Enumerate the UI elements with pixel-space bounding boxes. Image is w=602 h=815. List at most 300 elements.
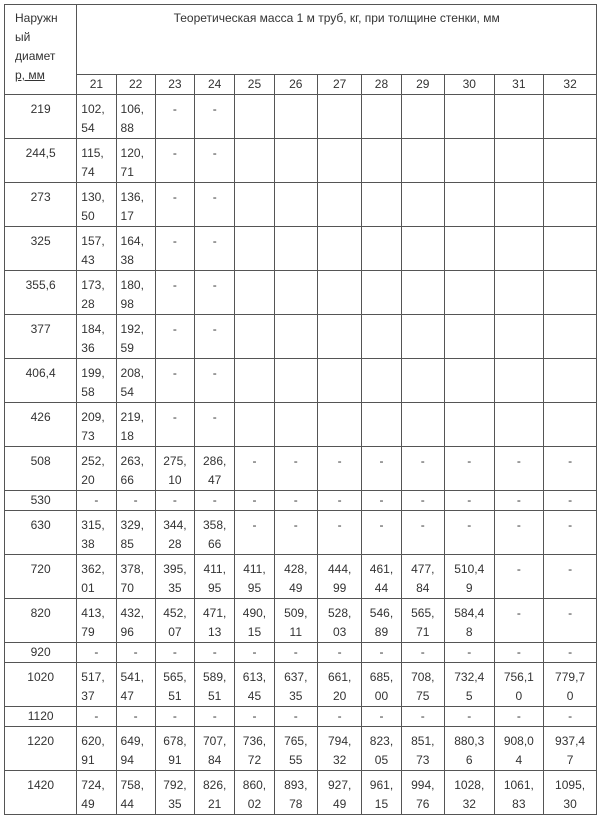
mass-value-part: 927,: [327, 778, 352, 792]
empty-cell: [544, 139, 597, 183]
mass-value-part: 30: [563, 797, 577, 811]
mass-value-part: 98: [120, 297, 134, 311]
empty-cell: [235, 315, 274, 359]
mass-value-part: 72: [247, 753, 262, 767]
dash-cell: -: [274, 491, 317, 511]
empty-cell: [274, 227, 317, 271]
dash-cell: -: [494, 707, 544, 727]
mass-cell: [195, 599, 235, 643]
dash-cell: -: [362, 707, 401, 727]
table-body: [5, 95, 597, 815]
dash-cell: -: [235, 643, 274, 663]
mass-cell: [195, 663, 235, 707]
empty-cell: [235, 227, 274, 271]
empty-cell: [362, 183, 401, 227]
mass-value-part: 362,: [81, 562, 105, 576]
empty-cell: [274, 315, 317, 359]
mass-value-part: 66: [208, 537, 222, 551]
mass-value-part: 5: [465, 689, 473, 703]
diameter-cell: 1020: [5, 663, 77, 707]
mass-value-part: 471,: [203, 606, 227, 620]
mass-value-part: 411,: [243, 562, 266, 576]
thickness-row: [5, 75, 597, 95]
mass-value-part: 286,: [203, 454, 227, 468]
mass-value-part: 546,: [369, 606, 394, 620]
diameter-cell: 1220: [5, 727, 77, 771]
diameter-cell: 630: [5, 511, 77, 555]
mass-value-part: 509,: [284, 606, 308, 620]
mass-value-part: 38: [81, 537, 95, 551]
mass-value-part: 01: [81, 581, 95, 595]
table-row: [5, 511, 597, 555]
thickness-cell: 25: [235, 75, 274, 95]
mass-value-part: 28: [168, 537, 182, 551]
mass-cell: [401, 771, 444, 815]
dash-cell: -: [195, 139, 235, 183]
dash-cell: -: [544, 447, 597, 491]
empty-cell: [494, 95, 544, 139]
mass-value-part: 54: [81, 121, 95, 135]
mass-cell: [155, 727, 194, 771]
mass-value-part: 541,: [120, 670, 144, 684]
mass-value-part: 565,: [163, 670, 187, 684]
mass-cell: [195, 447, 235, 491]
mass-cell: [77, 555, 116, 599]
mass-cell: [274, 555, 317, 599]
mass-value-part: 32: [462, 797, 476, 811]
table-row: [5, 555, 597, 599]
mass-value-part: 4: [515, 753, 523, 767]
mass-value-part: 758,: [120, 778, 144, 792]
mass-value-part: 130,: [81, 190, 105, 204]
diameter-cell: 920: [5, 643, 77, 663]
table-row: [5, 315, 597, 359]
diameter-cell: 530: [5, 491, 77, 511]
mass-value-part: 74: [81, 165, 95, 179]
mass-cell: [116, 727, 155, 771]
mass-value-part: 413,: [81, 606, 105, 620]
dash-cell: -: [77, 707, 116, 727]
empty-cell: [362, 271, 401, 315]
mass-cell: [77, 359, 116, 403]
mass-value-part: 89: [374, 625, 389, 639]
mass-value-part: 47: [120, 689, 134, 703]
diameter-cell: 377: [5, 315, 77, 359]
dash-cell: -: [195, 227, 235, 271]
mass-value-part: 49: [289, 581, 303, 595]
mass-cell: [317, 771, 361, 815]
empty-cell: [494, 227, 544, 271]
dash-cell: -: [155, 643, 194, 663]
dash-cell: -: [544, 491, 597, 511]
mass-value-part: 678,: [163, 734, 187, 748]
mass-value-part: 584,4: [454, 606, 485, 620]
thickness-cell: 26: [274, 75, 317, 95]
mass-value-part: 38: [120, 253, 134, 267]
mass-value-part: 96: [120, 625, 134, 639]
dash-cell: -: [274, 447, 317, 491]
mass-value-part: 05: [374, 753, 389, 767]
table-row: [5, 139, 597, 183]
mass-value-part: 21: [208, 797, 222, 811]
mass-value-part: 11: [289, 625, 302, 639]
dash-cell: -: [195, 95, 235, 139]
mass-value-part: 73: [81, 429, 95, 443]
empty-cell: [401, 227, 444, 271]
mass-value-part: 102,: [81, 102, 105, 116]
mass-value-part: 136,: [120, 190, 144, 204]
empty-cell: [401, 271, 444, 315]
thickness-cell: 32: [544, 75, 597, 95]
mass-value-part: 54: [120, 385, 134, 399]
mass-value-part: 937,4: [555, 734, 586, 748]
diameter-cell: 273: [5, 183, 77, 227]
mass-cell: [274, 663, 317, 707]
mass-value-part: 589,: [203, 670, 227, 684]
mass-value-part: 994,: [411, 778, 435, 792]
empty-cell: [544, 227, 597, 271]
mass-value-part: 329,: [120, 518, 144, 532]
mass-cell: [494, 663, 544, 707]
mass-value-part: 71: [416, 625, 430, 639]
empty-cell: [274, 359, 317, 403]
mass-value-part: 50: [81, 209, 95, 223]
mass-cell: [235, 727, 274, 771]
mass-value-part: 35: [168, 581, 182, 595]
mass-value-part: 51: [208, 689, 222, 703]
mass-value-part: 893,: [284, 778, 308, 792]
dash-cell: -: [195, 271, 235, 315]
mass-value-part: 908,0: [503, 734, 534, 748]
mass-value-part: 44: [374, 581, 389, 595]
mass-cell: [362, 727, 401, 771]
mass-value-part: 115,: [81, 146, 104, 160]
dash-cell: -: [444, 643, 494, 663]
mass-value-part: 8: [465, 625, 473, 639]
dash-cell: -: [362, 511, 401, 555]
mass-cell: [444, 771, 494, 815]
dash-cell: -: [155, 707, 194, 727]
mass-value-part: 613,: [242, 670, 267, 684]
mass-value-part: 36: [81, 341, 95, 355]
mass-cell: [444, 599, 494, 643]
mass-cell: [116, 403, 155, 447]
mass-cell: [116, 95, 155, 139]
mass-value-part: 03: [332, 625, 347, 639]
mass-value-part: 180,: [120, 278, 144, 292]
mass-value-part: 55: [289, 753, 303, 767]
empty-cell: [401, 359, 444, 403]
mass-value-part: 43: [81, 253, 95, 267]
mass-value-part: 378,: [120, 562, 144, 576]
thickness-cell: 31: [494, 75, 544, 95]
diameter-cell: 1420: [5, 771, 77, 815]
thickness-cell: 21: [77, 75, 116, 95]
mass-value-part: 510,4: [454, 562, 485, 576]
dash-cell: -: [195, 315, 235, 359]
mass-value-part: 164,: [120, 234, 144, 248]
dash-cell: -: [116, 491, 155, 511]
mass-value-part: 106,: [120, 102, 144, 116]
mass-cell: [77, 271, 116, 315]
mass-value-part: 91: [168, 753, 182, 767]
mass-value-part: 428,: [284, 562, 308, 576]
dash-cell: -: [317, 707, 361, 727]
mass-value-part: 724,: [81, 778, 105, 792]
dash-cell: -: [195, 403, 235, 447]
mass-cell: [235, 663, 274, 707]
empty-cell: [444, 271, 494, 315]
mass-value-part: 95: [208, 581, 222, 595]
dash-cell: -: [235, 511, 274, 555]
dash-cell: -: [155, 491, 194, 511]
mass-value-part: 880,3: [454, 734, 485, 748]
mass-cell: [317, 555, 361, 599]
mass-value-part: 736,: [242, 734, 267, 748]
mass-value-part: 395,: [163, 562, 187, 576]
mass-value-part: 0: [515, 689, 523, 703]
empty-cell: [317, 315, 361, 359]
empty-cell: [317, 227, 361, 271]
table-row: [5, 403, 597, 447]
dash-cell: -: [401, 511, 444, 555]
dash-cell: -: [155, 315, 194, 359]
mass-cell: [362, 663, 401, 707]
dash-cell: -: [494, 491, 544, 511]
dash-cell: -: [544, 599, 597, 643]
mass-value-part: 02: [247, 797, 262, 811]
mass-value-part: 51: [168, 689, 182, 703]
mass-value-part: 10: [168, 473, 182, 487]
dash-cell: -: [77, 491, 116, 511]
mass-value-part: 120,: [120, 146, 144, 160]
dash-cell: -: [494, 447, 544, 491]
diameter-header-line: ый: [15, 30, 31, 44]
mass-value-part: 823,: [369, 734, 394, 748]
mass-value-part: 95: [247, 581, 262, 595]
empty-cell: [401, 315, 444, 359]
empty-cell: [444, 359, 494, 403]
mass-value-part: 252,: [81, 454, 105, 468]
empty-cell: [362, 227, 401, 271]
mass-value-part: 708,: [411, 670, 435, 684]
empty-cell: [544, 271, 597, 315]
diameter-cell: 720: [5, 555, 77, 599]
mass-value-part: 83: [512, 797, 526, 811]
dash-cell: -: [155, 227, 194, 271]
mass-value-part: 756,1: [503, 670, 534, 684]
diameter-cell: 820: [5, 599, 77, 643]
mass-cell: [274, 599, 317, 643]
mass-value-part: 7: [566, 753, 574, 767]
mass-value-part: 78: [289, 797, 303, 811]
mass-cell: [401, 727, 444, 771]
mass-value-part: 88: [120, 121, 134, 135]
mass-cell: [155, 447, 194, 491]
mass-cell: [77, 511, 116, 555]
mass-header: Теоретическая масса 1 м труб, кг, при толщине стенки, мм: [77, 5, 597, 75]
mass-value-part: 199,: [81, 366, 105, 380]
mass-value-part: 85: [120, 537, 134, 551]
mass-cell: [444, 727, 494, 771]
empty-cell: [444, 403, 494, 447]
thickness-cell: 23: [155, 75, 194, 95]
dash-cell: -: [401, 707, 444, 727]
mass-value-part: 517,: [81, 670, 105, 684]
dash-cell: -: [444, 491, 494, 511]
table-row: [5, 707, 597, 727]
empty-cell: [544, 315, 597, 359]
mass-cell: [195, 555, 235, 599]
mass-value-part: 779,7: [555, 670, 586, 684]
dash-cell: -: [155, 95, 194, 139]
table-row: [5, 771, 597, 815]
mass-value-part: 732,4: [454, 670, 485, 684]
mass-cell: [77, 663, 116, 707]
thickness-cell: 30: [444, 75, 494, 95]
mass-value-part: 45: [247, 689, 262, 703]
mass-value-part: 91: [81, 753, 95, 767]
mass-value-part: 00: [374, 689, 389, 703]
diameter-cell: 406,4: [5, 359, 77, 403]
dash-cell: -: [494, 643, 544, 663]
mass-value-part: 851,: [411, 734, 435, 748]
empty-cell: [317, 403, 361, 447]
mass-cell: [116, 599, 155, 643]
empty-cell: [362, 139, 401, 183]
empty-cell: [362, 403, 401, 447]
diameter-cell: 325: [5, 227, 77, 271]
mass-value-part: 76: [416, 797, 430, 811]
dash-cell: -: [274, 643, 317, 663]
dash-cell: -: [195, 359, 235, 403]
mass-value-part: 66: [120, 473, 134, 487]
mass-cell: [544, 727, 597, 771]
mass-cell: [116, 771, 155, 815]
mass-value-part: 157,: [81, 234, 105, 248]
table-row: [5, 663, 597, 707]
mass-value-part: 84: [208, 753, 222, 767]
mass-value-part: 84: [416, 581, 430, 595]
mass-value-part: 444,: [327, 562, 352, 576]
empty-cell: [544, 95, 597, 139]
dash-cell: -: [544, 643, 597, 663]
empty-cell: [274, 139, 317, 183]
mass-value-part: 17: [120, 209, 134, 223]
mass-cell: [116, 139, 155, 183]
mass-value-part: 07: [168, 625, 182, 639]
empty-cell: [317, 139, 361, 183]
empty-cell: [444, 315, 494, 359]
mass-cell: [274, 771, 317, 815]
mass-cell: [77, 599, 116, 643]
mass-cell: [155, 555, 194, 599]
dash-cell: -: [155, 139, 194, 183]
thickness-cell: 24: [195, 75, 235, 95]
mass-value-part: 0: [566, 689, 574, 703]
mass-value-part: 1061,: [503, 778, 534, 792]
mass-value-part: 1095,: [555, 778, 586, 792]
empty-cell: [362, 359, 401, 403]
dash-cell: -: [362, 643, 401, 663]
empty-cell: [235, 403, 274, 447]
dash-cell: -: [544, 555, 597, 599]
empty-cell: [317, 359, 361, 403]
mass-value-part: 20: [81, 473, 95, 487]
dash-cell: -: [444, 447, 494, 491]
mass-value-part: 99: [332, 581, 347, 595]
empty-cell: [401, 95, 444, 139]
header-row: [5, 5, 597, 75]
mass-value-part: 49: [332, 797, 347, 811]
mass-value-part: 637,: [284, 670, 308, 684]
mass-value-part: 49: [81, 797, 95, 811]
table-row: [5, 359, 597, 403]
dash-cell: -: [444, 511, 494, 555]
mass-value-part: 9: [465, 581, 473, 595]
mass-cell: [116, 315, 155, 359]
mass-value-part: 35: [289, 689, 303, 703]
empty-cell: [494, 183, 544, 227]
diameter-header-line: р, мм: [15, 68, 45, 82]
mass-value-part: 20: [332, 689, 347, 703]
dash-cell: -: [235, 707, 274, 727]
dash-cell: -: [195, 643, 235, 663]
dash-cell: -: [317, 447, 361, 491]
mass-value-part: 565,: [411, 606, 435, 620]
mass-value-part: 173,: [81, 278, 105, 292]
mass-cell: [544, 771, 597, 815]
dash-cell: -: [494, 511, 544, 555]
dash-cell: -: [494, 555, 544, 599]
empty-cell: [544, 183, 597, 227]
mass-cell: [195, 727, 235, 771]
mass-cell: [77, 403, 116, 447]
table-row: [5, 183, 597, 227]
mass-cell: [155, 511, 194, 555]
mass-cell: [274, 727, 317, 771]
mass-cell: [77, 139, 116, 183]
dash-cell: -: [274, 707, 317, 727]
mass-cell: [444, 555, 494, 599]
mass-value-part: 75: [416, 689, 430, 703]
mass-cell: [116, 183, 155, 227]
mass-cell: [444, 663, 494, 707]
dash-cell: -: [77, 643, 116, 663]
mass-value-part: 860,: [242, 778, 267, 792]
diameter-header-line: Наружн: [15, 11, 58, 25]
mass-cell: [77, 771, 116, 815]
empty-cell: [317, 271, 361, 315]
mass-cell: [77, 183, 116, 227]
mass-cell: [235, 771, 274, 815]
table-row: [5, 491, 597, 511]
dash-cell: -: [401, 643, 444, 663]
mass-cell: [317, 663, 361, 707]
mass-value-part: 452,: [163, 606, 187, 620]
mass-cell: [317, 727, 361, 771]
dash-cell: -: [544, 707, 597, 727]
mass-value-part: 208,: [120, 366, 144, 380]
mass-value-part: 37: [81, 689, 95, 703]
dash-cell: -: [155, 359, 194, 403]
dash-cell: -: [494, 599, 544, 643]
empty-cell: [444, 227, 494, 271]
mass-value-part: 263,: [120, 454, 144, 468]
empty-cell: [274, 403, 317, 447]
dash-cell: -: [116, 643, 155, 663]
dash-cell: -: [274, 511, 317, 555]
